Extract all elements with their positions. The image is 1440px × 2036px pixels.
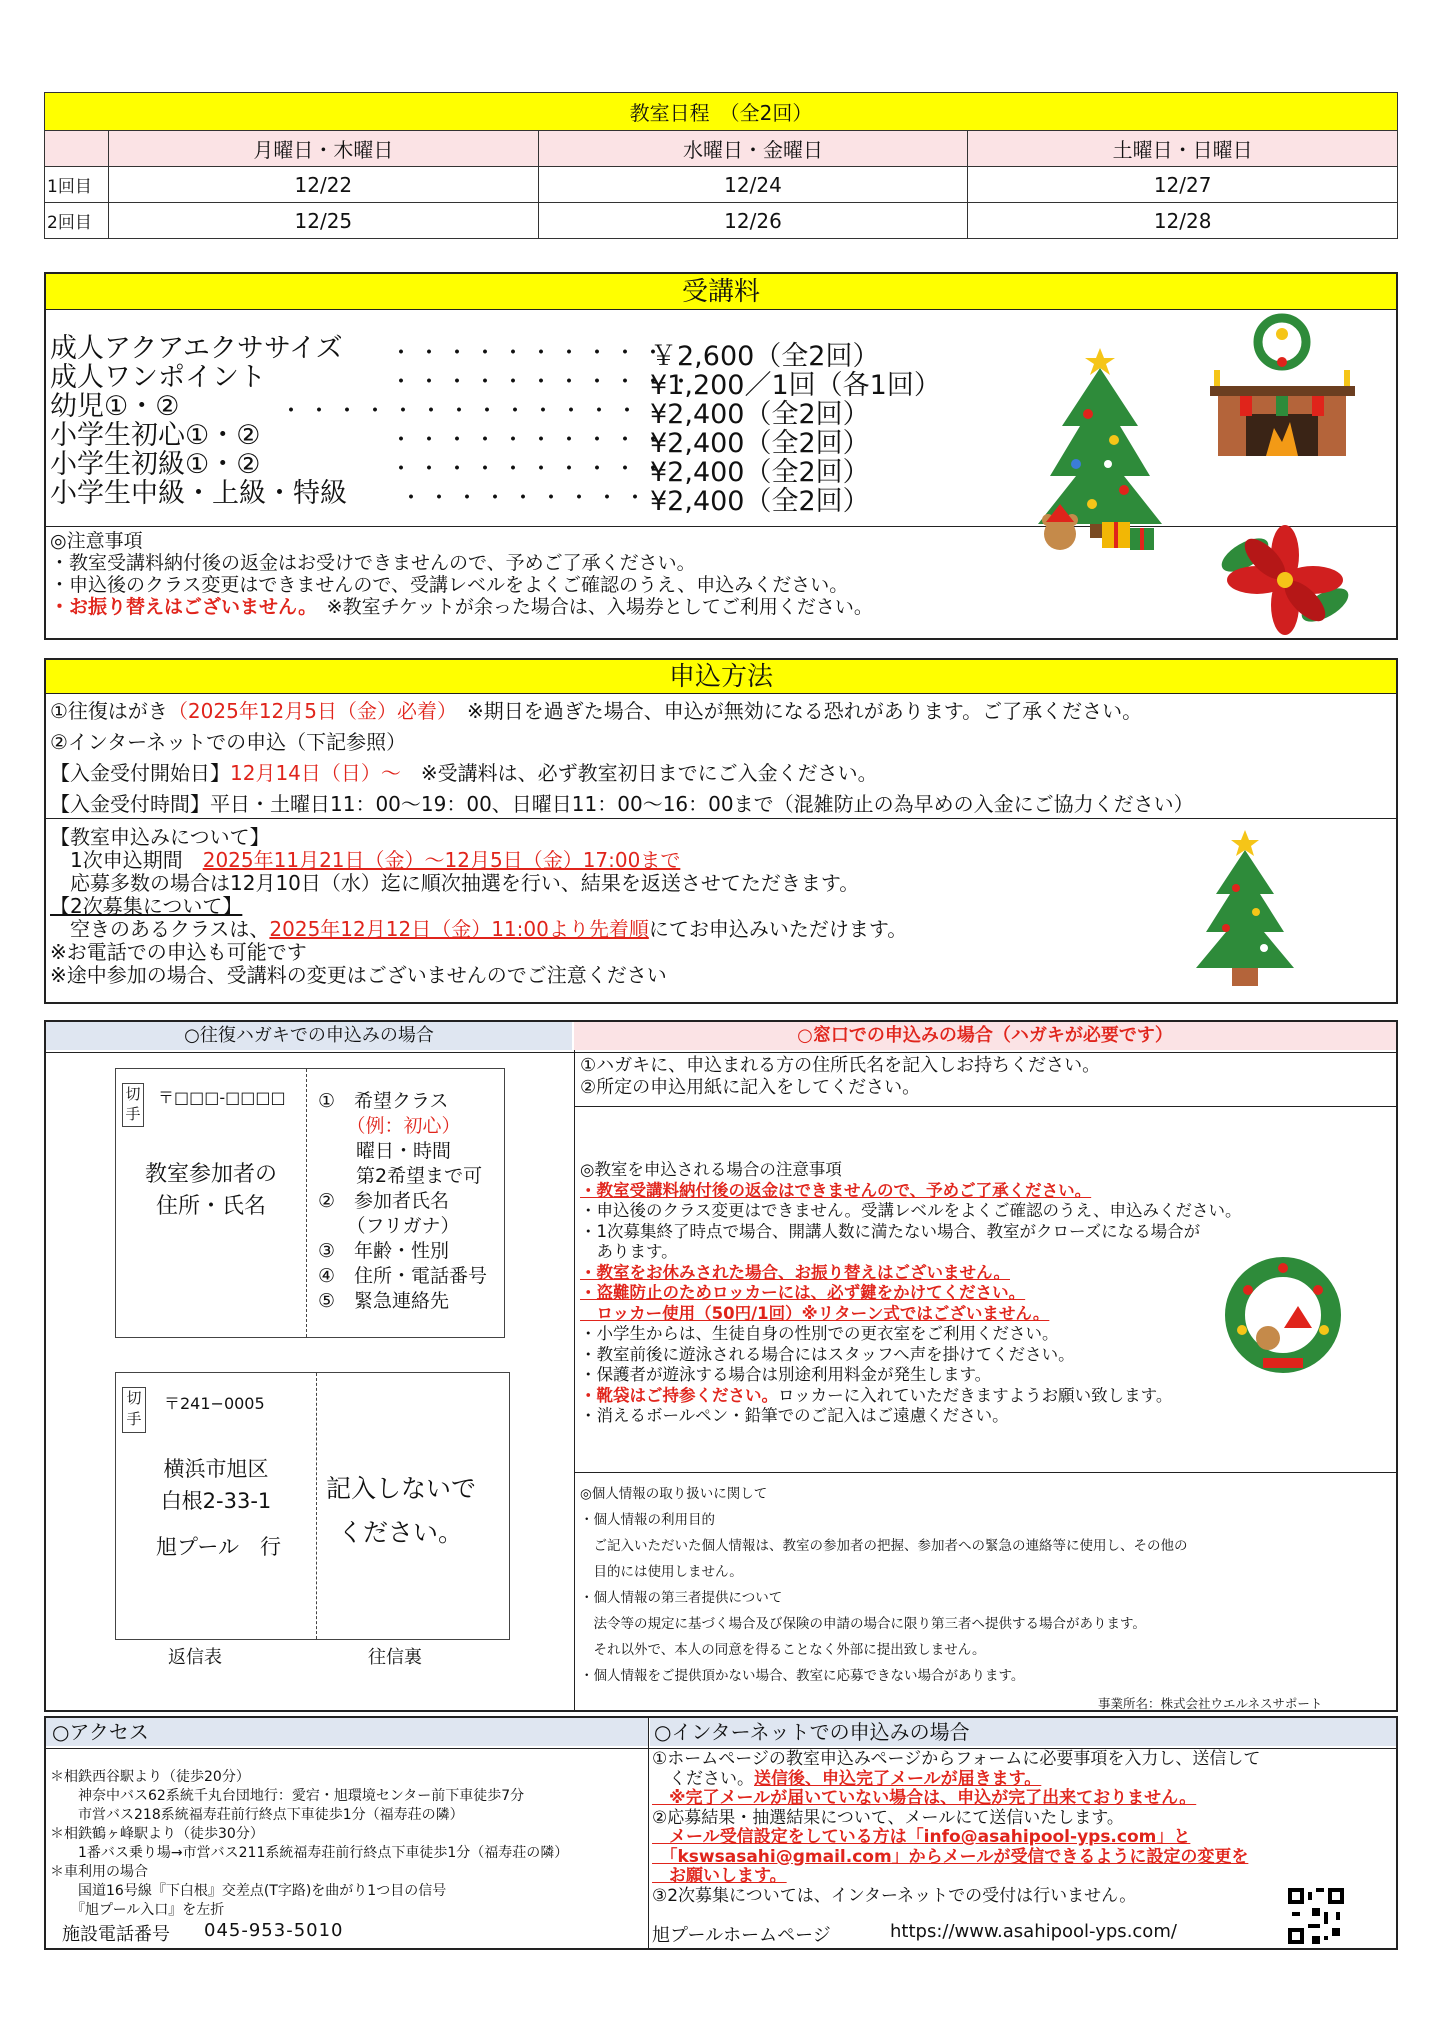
fee-name: 小学生中級・上級・特級 bbox=[50, 478, 347, 509]
apply-title: 申込方法 bbox=[46, 660, 1396, 694]
company-name: 事業所名：株式会社ウエルネスサポート bbox=[1098, 1696, 1323, 1711]
access-line: ＊相鉄鶴ヶ峰駅より（徒歩30分） bbox=[50, 1826, 264, 1842]
postcard-send bbox=[115, 1372, 510, 1640]
fireplace-icon bbox=[1210, 310, 1355, 458]
christmas-tree-icon bbox=[1030, 344, 1170, 556]
fee-dots: ・・・・・・・・・・ bbox=[390, 341, 671, 366]
apply-line bbox=[50, 849, 907, 872]
note-item: ・盗難防止のためロッカーには、必ず鍵をかけてください。 bbox=[580, 1283, 1026, 1302]
fee-dots: ・・・・・・・・・・・ bbox=[390, 370, 699, 395]
fees-title: 受講料 bbox=[46, 274, 1396, 310]
postcard-header: ○往復ハガキでの申込みの場合 bbox=[46, 1022, 572, 1050]
access-line: ＊相鉄西谷駅より（徒歩20分） bbox=[50, 1769, 250, 1785]
fee-price: ¥2,400（全2回） bbox=[650, 399, 870, 430]
reply-item: 第2希望まで可 bbox=[318, 1165, 483, 1187]
reply-item: （例：初心） bbox=[318, 1115, 461, 1137]
reply-item: ④ 住所・電話番号 bbox=[318, 1265, 488, 1287]
schedule-cell: 12/26 bbox=[538, 203, 968, 239]
note-item bbox=[580, 1386, 1242, 1407]
wreath-icon bbox=[1218, 1250, 1348, 1380]
address-line: 白根2-33-1 bbox=[160, 1489, 272, 1513]
address-line: 横浜市旭区 bbox=[163, 1457, 269, 1481]
privacy-line: 法令等の規定に基づく場合及び保険の申請の場合に限り第三者へ提供する場合があります。 bbox=[580, 1616, 1146, 1632]
reply-item: （フリガナ） bbox=[318, 1215, 460, 1237]
fee-dots: ・・・・・・・・・ bbox=[400, 486, 653, 511]
note-red: ・お振り替えはございません。 bbox=[50, 596, 308, 618]
fee-name: 成人アクアエクササイズ bbox=[50, 333, 343, 364]
apply-start-date: 12月14日（日）～ bbox=[230, 761, 401, 785]
fee-notes bbox=[50, 530, 873, 618]
divider bbox=[46, 526, 1396, 527]
note-item: ・申込後のクラス変更はできませんので、受講レベルをよくご確認のうえ、申込みください。 bbox=[50, 574, 849, 596]
note-item: あります。 bbox=[580, 1242, 678, 1261]
apply-line bbox=[50, 758, 1194, 789]
apply-methods bbox=[50, 696, 1194, 820]
label-reply: 返信表 bbox=[168, 1647, 222, 1668]
reply-item: ⑤ 緊急連絡先 bbox=[318, 1290, 450, 1312]
note-item: ・教室受講料納付後の返金はできませんので、予めご了承ください。 bbox=[580, 1180, 1092, 1200]
privacy-line: ご記入いただいた個人情報は、教室の参加者の把握、参加者への緊急の連絡等に使用し、その他の bbox=[580, 1538, 1188, 1554]
divider bbox=[574, 1472, 1396, 1473]
fee-name: 成人ワンポイント bbox=[50, 362, 266, 393]
privacy-title: ◎個人情報の取り扱いに関して bbox=[580, 1486, 768, 1502]
recipient-address bbox=[146, 1453, 286, 1563]
reply-item: ① 希望クラス bbox=[318, 1090, 449, 1112]
internet-line: ③2次募集については、インターネットでの受付は行いません。 bbox=[652, 1885, 1137, 1906]
sender-line: 住所・氏名 bbox=[155, 1194, 266, 1219]
internet-line bbox=[652, 1770, 1260, 1790]
window-step: ②所定の申込用紙に記入をしてください。 bbox=[580, 1077, 921, 1098]
phone-label: 施設電話番号 bbox=[62, 1924, 170, 1945]
schedule-row-label: 2回目 bbox=[45, 203, 109, 239]
internet-text: ください。 bbox=[652, 1768, 754, 1789]
blank-line: ください。 bbox=[338, 1518, 464, 1547]
fee-dots: ・・・・・・・・・・・・・ bbox=[280, 399, 645, 424]
apply-line: ※途中参加の場合、受講料の変更はございませんのでご注意ください bbox=[50, 963, 667, 987]
internet-line: ※完了メールが届いていない場合は、申込が完了出来ておりません。 bbox=[652, 1788, 1197, 1808]
notes-title: ◎教室を申込される場合の注意事項 bbox=[580, 1160, 842, 1179]
access-line: 市営バス218系統福寿荘前行終点下車徒歩1分（福寿荘の隣） bbox=[50, 1807, 464, 1823]
window-step: ①ハガキに、申込まれる方の住所氏名を記入しお持ちください。 bbox=[580, 1055, 1101, 1076]
schedule-title: 教室日程 （全2回） bbox=[45, 93, 1398, 131]
access-line: 『旭プール入口』を左折 bbox=[50, 1902, 225, 1918]
sender-label bbox=[116, 1159, 306, 1223]
schedule-cell: 12/22 bbox=[109, 167, 539, 203]
stamp-box: 切手 bbox=[122, 1083, 144, 1127]
privacy-line: それ以外で、本人の同意を得ることなく外部に提出致しません。 bbox=[580, 1642, 986, 1658]
apply-text: 1次申込期間 bbox=[50, 848, 203, 872]
reply-item: ③ 年齢・性別 bbox=[318, 1240, 450, 1262]
notes-title: ◎注意事項 bbox=[50, 530, 143, 552]
privacy-line: 目的には使用しません。 bbox=[580, 1564, 743, 1580]
apply-line: ※お電話での申込も可能です bbox=[50, 940, 307, 964]
schedule-col: 水曜日・金曜日 bbox=[538, 131, 968, 167]
fee-dots: ・・・・・・・・・・ bbox=[390, 457, 671, 482]
qr-code-icon[interactable] bbox=[1288, 1888, 1344, 1944]
apply-line: 応募多数の場合は12月10日（水）迄に順次抽選を行い、結果を返送させてただきます。 bbox=[50, 871, 860, 895]
divider bbox=[306, 1069, 307, 1337]
note-item: ・消えるボールペン・鉛筆でのご記入はご遠慮ください。 bbox=[580, 1406, 1009, 1425]
postcard-reply bbox=[115, 1068, 505, 1338]
schedule-cell: 12/28 bbox=[968, 203, 1398, 239]
note-rest: ※教室チケットが余った場合は、入場券としてご利用ください。 bbox=[307, 596, 873, 618]
zip-code: 〒241−0005 bbox=[164, 1394, 265, 1413]
divider bbox=[316, 1373, 317, 1639]
fee-price: ¥2,400（全2回） bbox=[650, 457, 870, 488]
schedule-cell: 12/25 bbox=[109, 203, 539, 239]
first-period: 2025年11月21日（金）～12月5日（金）17:00まで bbox=[202, 848, 681, 872]
hp-url[interactable]: https://www.asahipool-yps.com/ bbox=[890, 1921, 1177, 1942]
note-item: ・保護者が遊泳する場合は別途利用料金が発生します。 bbox=[580, 1365, 992, 1384]
apply-text: ※受講料は、必ず教室初日までにご入金ください。 bbox=[400, 761, 878, 785]
apply-text: 【入金受付開始日】 bbox=[50, 761, 230, 785]
note-item: ・教室前後に遊泳される場合にはスタッフへ声を掛けてください。 bbox=[580, 1344, 1075, 1364]
sender-line: 教室参加者の bbox=[144, 1162, 277, 1187]
internet-line: ①ホームページの教室申込みページからフォームに必要事項を入力し、送信して bbox=[652, 1749, 1261, 1769]
internet-steps bbox=[652, 1750, 1260, 1906]
second-period: 2025年12月12日（金）11:00より先着順 bbox=[269, 917, 649, 941]
access-info bbox=[50, 1768, 568, 1920]
privacy-line: ・個人情報の利用目的 bbox=[580, 1512, 715, 1528]
divider bbox=[46, 1052, 1396, 1053]
internet-header: ○インターネットでの申込みの場合 bbox=[650, 1718, 1396, 1746]
reply-item: 曜日・時間 bbox=[318, 1140, 452, 1162]
reply-item: ② 参加者氏名 bbox=[318, 1190, 450, 1212]
access-line: 国道16号線『下白根』交差点(T字路)を曲がり1つ目の信号 bbox=[50, 1883, 447, 1899]
fee-name: 小学生初心①・② bbox=[50, 420, 261, 451]
apply-text: ①往復はがき bbox=[50, 699, 168, 723]
schedule-col: 月曜日・木曜日 bbox=[109, 131, 539, 167]
fee-price: ¥2,400（全2回） bbox=[650, 486, 870, 517]
apply-text: にてお申込みいただけます。 bbox=[648, 917, 908, 941]
internet-line: お願いします。 bbox=[652, 1866, 787, 1886]
blank-line: 記入しないで bbox=[326, 1474, 477, 1503]
note-item: ・教室受講料納付後の返金はお受けできませんので、予めご了承ください。 bbox=[50, 552, 696, 574]
schedule-cell: 12/27 bbox=[968, 167, 1398, 203]
phone-number: 045-953-5010 bbox=[204, 1920, 344, 1941]
apply-deadline: （2025年12月5日（金）必着） bbox=[167, 699, 448, 723]
fee-name: 幼児①・② bbox=[50, 391, 180, 422]
apply-line: 【2次募集について】 bbox=[50, 894, 243, 918]
schedule-corner bbox=[45, 131, 109, 167]
divider bbox=[574, 1106, 1396, 1107]
do-not-write bbox=[326, 1467, 476, 1555]
fee-price: ¥1,200／1回（各1回） bbox=[650, 370, 941, 401]
schedule-row-label: 1回目 bbox=[45, 167, 109, 203]
apply-line bbox=[50, 918, 907, 941]
label-send: 往信裏 bbox=[368, 1647, 422, 1668]
privacy-line: ・個人情報の第三者提供について bbox=[580, 1590, 783, 1606]
apply-line bbox=[50, 696, 1194, 727]
fee-name: 小学生初級①・② bbox=[50, 449, 261, 480]
note-item: ロッカー使用（50円/1回）※リターン式ではございません。 bbox=[580, 1303, 1050, 1323]
schedule-col: 土曜日・日曜日 bbox=[968, 131, 1398, 167]
note-item: ・申込後のクラス変更はできません。受講レベルをよくご確認のうえ、申込みください。 bbox=[580, 1201, 1242, 1220]
reply-items bbox=[318, 1089, 487, 1314]
window-steps bbox=[580, 1055, 1100, 1099]
apply-classes bbox=[50, 826, 907, 987]
privacy-notice bbox=[580, 1481, 1188, 1689]
fee-dots: ・・・・・・・・・・ bbox=[390, 428, 671, 453]
christmas-tree-icon bbox=[1190, 828, 1300, 988]
zip-blank: 〒□□□-□□□□ bbox=[158, 1088, 286, 1107]
schedule-cell: 12/24 bbox=[538, 167, 968, 203]
access-line: 神奈中バス62系統千丸台団地行：愛宕・旭環境センター前下車徒歩7分 bbox=[50, 1788, 525, 1804]
internet-red: 送信後、申込完了メールが届きます。 bbox=[754, 1768, 1042, 1789]
note-item: ・教室をお休みされた場合、お振り替えはございません。 bbox=[580, 1262, 1010, 1282]
internet-line: ②応募結果・抽選結果について、メールにて送信いたします。 bbox=[652, 1807, 1124, 1828]
fee-price: ¥2,400（全2回） bbox=[650, 428, 870, 459]
schedule-table bbox=[44, 92, 1398, 239]
apply-text: ※期日を過ぎた場合、申込が無効になる恐れがあります。ご了承ください。 bbox=[447, 699, 1143, 723]
divider bbox=[574, 1022, 575, 1710]
stamp-box: 切手 bbox=[122, 1387, 146, 1433]
access-line: 1番バス乗り場→市営バス211系統福寿荘前行終点下車徒歩1分（福寿荘の隣） bbox=[50, 1845, 569, 1861]
note-item bbox=[50, 596, 873, 618]
apply-text: 空きのあるクラスは、 bbox=[50, 917, 270, 941]
access-line: ＊車利用の場合 bbox=[50, 1864, 148, 1880]
note-red: ・靴袋はご持参ください。 bbox=[580, 1385, 778, 1405]
note-item: ・1次募集終了時点で場合、開講人数に満たない場合、教室がクローズになる場合が bbox=[580, 1221, 1201, 1241]
fee-price: ￥2,600（全2回） bbox=[650, 341, 880, 372]
apply-line: 【入金受付時間】平日・土曜日11：00～19：00、日曜日11：00～16：00まで（混雑防止の為早めの入金にご協力ください） bbox=[50, 792, 1194, 816]
window-notes bbox=[580, 1160, 1242, 1427]
note-item: ・小学生からは、生徒自身の性別での更衣室をご利用ください。 bbox=[580, 1324, 1059, 1343]
internet-line: メール受信設定をしている方は「info@asahipool-yps.com」と bbox=[652, 1827, 1191, 1847]
apply-line: ②インターネットでの申込（下記参照） bbox=[50, 730, 407, 754]
divider bbox=[648, 1718, 649, 1948]
window-header: ○窓口での申込みの場合（ハガキが必要です） bbox=[574, 1022, 1396, 1050]
hp-label: 旭プールホームページ bbox=[652, 1925, 831, 1946]
address-line: 旭プール 行 bbox=[156, 1535, 281, 1559]
poinsettia-icon bbox=[1215, 525, 1355, 635]
access-header: ○アクセス bbox=[46, 1718, 648, 1746]
privacy-line: ・個人情報をご提供頂かない場合、教室に応募できない場合があります。 bbox=[580, 1668, 1025, 1684]
apply-line: 【教室申込みについて】 bbox=[50, 825, 270, 849]
internet-line: 「kswsasahi@gmail.com」からメールが受信できるように設定の変更を bbox=[652, 1846, 1249, 1867]
note-rest: ロッカーに入れていただきますようお願い致します。 bbox=[778, 1385, 1173, 1405]
